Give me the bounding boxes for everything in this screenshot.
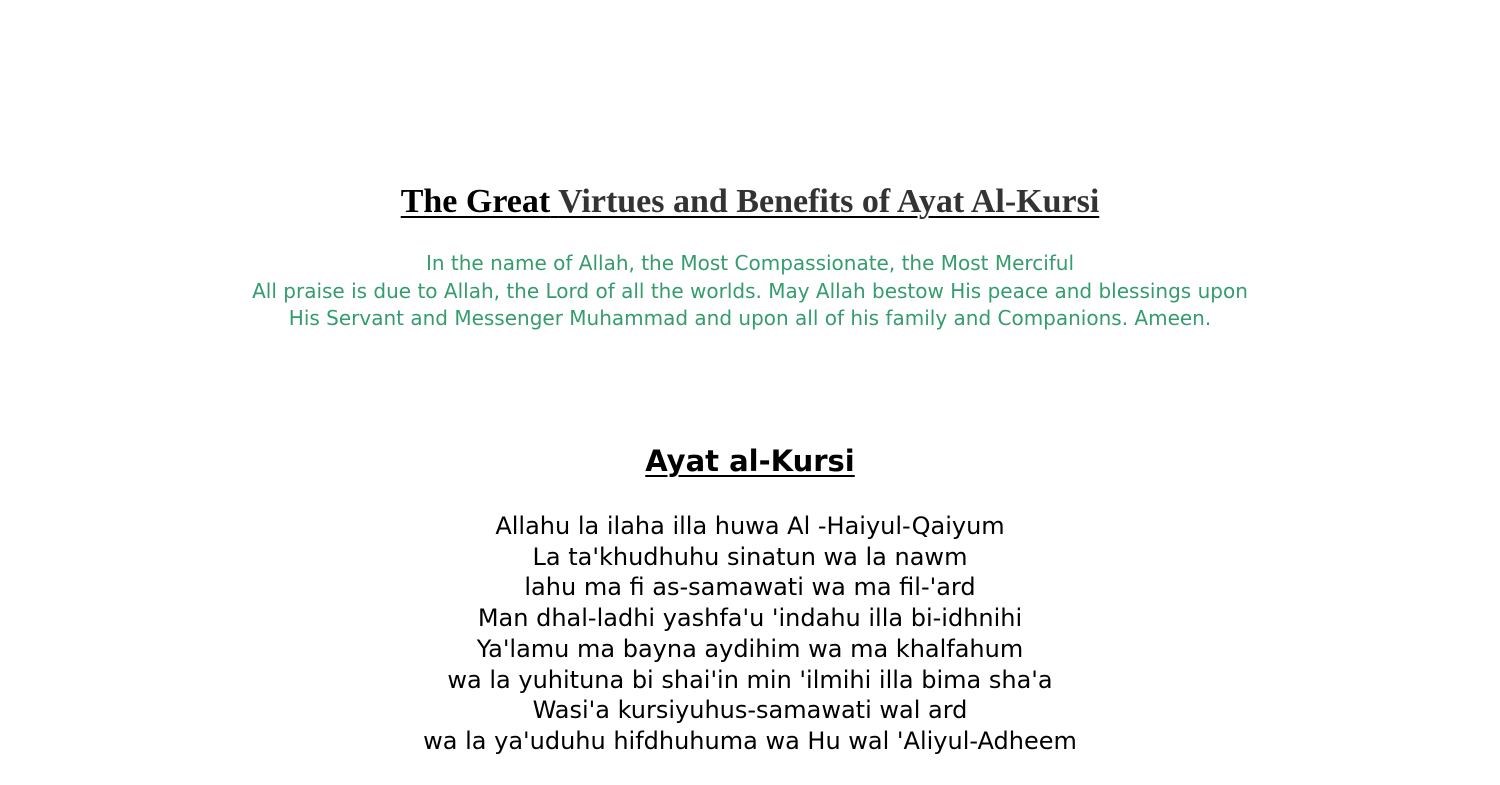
verse-line: La ta'khudhuhu sinatun wa la nawm (532, 542, 968, 571)
verse-line: Man dhal-ladhi yashfa'u 'indahu illa bi-idhnihi (477, 604, 1023, 633)
page-title (0, 182, 1500, 222)
verse-list (0, 511, 1500, 757)
verse-line: wa la yuhituna bi shai'in min 'ilmihi illa bima sha'a (447, 665, 1053, 694)
verse-line: Ya'lamu ma bayna aydihim wa ma khalfahum (476, 634, 1024, 663)
intro-paragraph (250, 250, 1250, 333)
page-title-part-2: Virtues and Benefits of Ayat Al-Kursi (558, 183, 1100, 220)
section-heading (0, 442, 1500, 480)
verse-line: Allahu la ilaha illa huwa Al -Haiyul-Qaiyum (495, 512, 1005, 540)
page-title-part-1: The Great (400, 183, 551, 220)
page-title-underline (401, 183, 1100, 220)
verse-line: lahu ma fi as-samawati wa ma fil-'ard (524, 573, 976, 602)
verse-line: Wasi'a kursiyuhus-samawati wal ard (532, 696, 968, 725)
section-heading-text: Ayat al-Kursi (645, 444, 855, 478)
bismillah-line: In the name of Allah, the Most Compassionate, the Most Merciful (425, 251, 1075, 275)
praise-line: All praise is due to Allah, the Lord of all the worlds. May Allah bestow His peace and blessings upon His Servant and Messenger Muhammad and upon all of his family and Companions. Ameen. (252, 278, 1248, 331)
verse-line: wa la ya'uduhu hifdhuhuma wa Hu wal 'Aliyul-Adheem (423, 726, 1077, 755)
